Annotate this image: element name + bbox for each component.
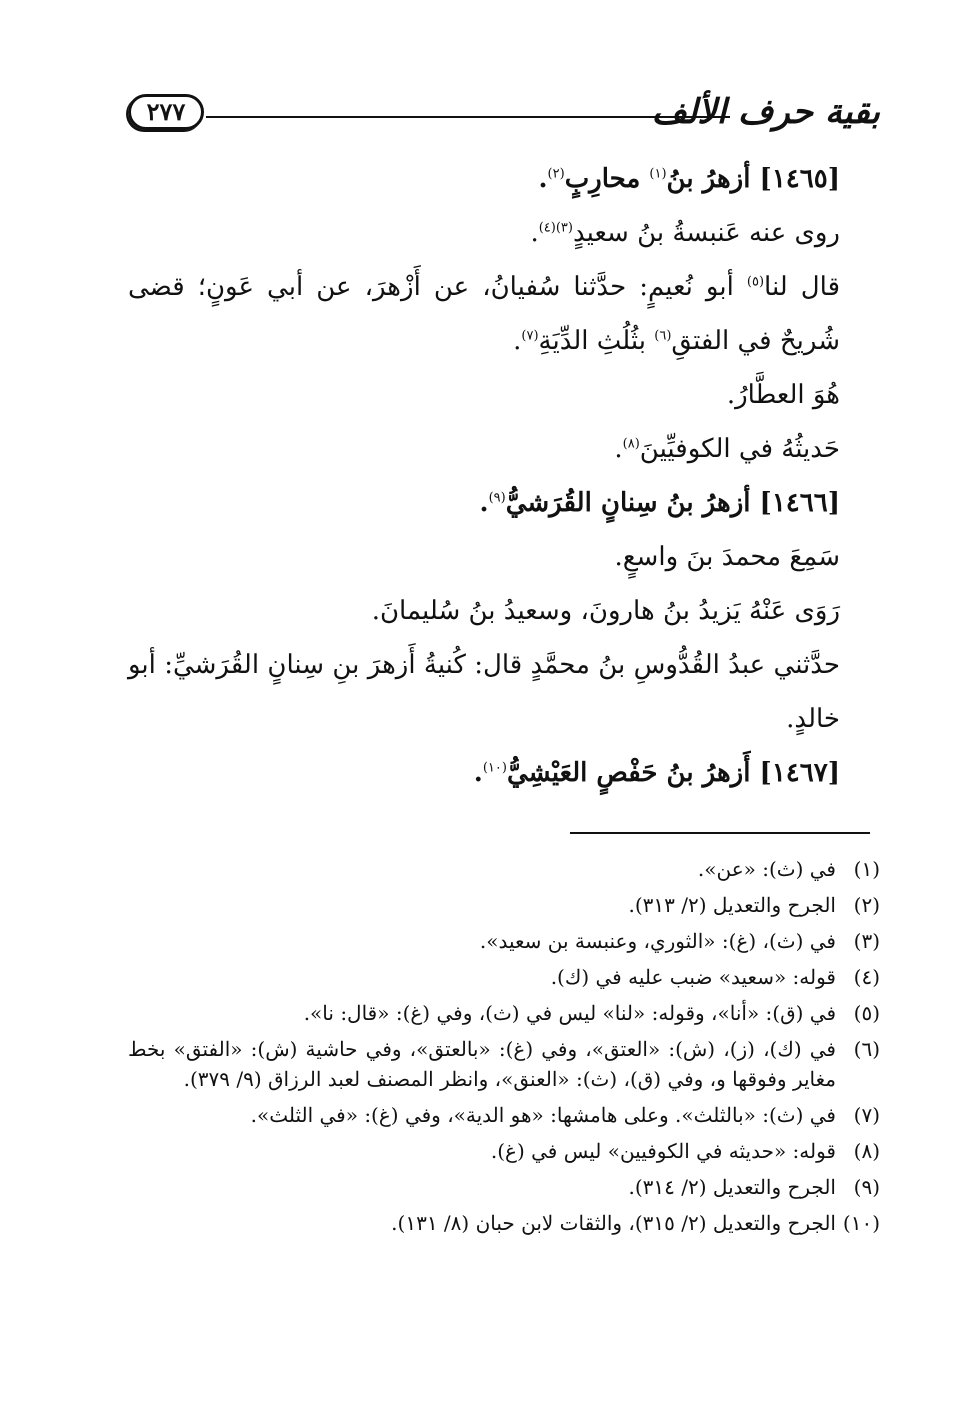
main-text [128, 152, 880, 800]
footnote-number: (٦) [853, 1037, 880, 1061]
footnote-text: في (ث): «بالثلث». وعلى هامشها: «هو الدية»، وفي (غ): «في الثلث». [250, 1103, 836, 1127]
footnote-ref: (٧) [521, 328, 539, 344]
footnote-text: قوله: «سعيد» ضبب عليه في (ك). [550, 965, 836, 989]
footnote-ref: (٣)(٤) [538, 220, 573, 236]
footnote-number: (١) [853, 857, 880, 881]
text-run: . [513, 326, 522, 356]
footnote-number: (٣) [853, 929, 880, 953]
footnote-separator [570, 832, 870, 834]
text-run: . [479, 488, 489, 518]
footnote [128, 1034, 880, 1094]
footnote-text: في (ق): «أنا»، وقوله: «لنا» ليس في (ث)، وفي (غ): «قال: نا». [303, 1001, 836, 1025]
header-rule [206, 116, 730, 118]
text-run: [١٤٦٦] أزهرُ بنُ سِنانٍ القُرَشيُّ [505, 488, 840, 518]
text-run: . [538, 164, 548, 194]
text-run: . [530, 218, 539, 248]
footnote-number: (٢) [853, 893, 880, 917]
body-paragraph [128, 422, 880, 476]
text-run: [١٤٦٥] أزهرُ بنُ [666, 164, 840, 194]
footnote [128, 998, 880, 1028]
running-title: بقية حرف الألف [651, 92, 880, 132]
entry-heading [128, 476, 880, 530]
text-run: هُوَ العطَّارُ. [726, 380, 840, 410]
footnote [128, 890, 880, 920]
text-run: سَمِعَ محمدَ بنَ واسعٍ. [614, 542, 840, 572]
text-run: . [614, 434, 623, 464]
footnote-number: (٤) [853, 965, 880, 989]
footnote-number: (٧) [853, 1103, 880, 1127]
text-run: . [473, 758, 483, 788]
page-header [128, 92, 880, 144]
footnote [128, 1136, 880, 1166]
footnote [128, 1172, 880, 1202]
body-paragraph [128, 206, 880, 260]
text-run: [١٤٦٧] أَزهرُ بنُ حَفْصٍ العَيْشِيُّ [506, 758, 840, 788]
text-run: أبو نُعيمٍ: حدَّثنا سُفيانُ، عن أَزْهرَ، عن أبي عَونٍ؛ قضى شُريحٌ في الفتقِ [128, 272, 840, 356]
footnote-ref: (٦) [654, 328, 672, 344]
footnote-ref: (١٠) [482, 760, 507, 776]
body-paragraph [128, 530, 880, 584]
page-number-badge: ٢٧٧ [128, 94, 204, 130]
footnote [128, 854, 880, 884]
footnote [128, 926, 880, 956]
footnote-text: الجرح والتعديل (٢/ ٣١٣). [628, 893, 836, 917]
footnote-ref: (١) [649, 166, 667, 182]
text-run: حَديثُهُ في الكوفيِّينَ [639, 434, 840, 464]
footnote [128, 1208, 880, 1238]
footnote-text: في (ث)، (غ): «الثوري، وعنبسة بن سعيد». [479, 929, 836, 953]
footnote [128, 962, 880, 992]
text-run: رَوَى عَنْهُ يَزيدُ بنُ هارونَ، وسعيدُ بنُ سُليمانَ. [371, 596, 840, 626]
footnote-text: في (ك)، (ز)، (ش): «العتق»، وفي (غ): «بالعتق»، وفي حاشية (ش): «الفتق» بخط مغاير وفوقها و، وفي (ق)، (ث): «العنق»، وانظر المصنف لعبد الرزاق (٩/ ٣٧٩). [128, 1037, 836, 1091]
footnotes [128, 854, 880, 1244]
footnote [128, 1100, 880, 1130]
footnote-number: (٨) [853, 1139, 880, 1163]
entry-heading [128, 746, 880, 800]
footnote-ref: (٩) [488, 490, 506, 506]
body-paragraph [128, 260, 880, 368]
text-run: روى عنه عَنبسةُ بنُ سعيدٍ [572, 218, 840, 248]
footnote-number: (١٠) [842, 1211, 880, 1235]
text-run: محارِبٍ [564, 164, 650, 194]
footnote-text: الجرح والتعديل (٢/ ٣١٤). [628, 1175, 836, 1199]
body-paragraph [128, 584, 880, 638]
footnote-ref: (٥) [746, 274, 765, 290]
body-paragraph [128, 638, 880, 746]
entry-heading [128, 152, 880, 206]
text-run: بثُلُثِ الدِّيَةِ [538, 326, 655, 356]
footnote-ref: (٨) [622, 436, 640, 452]
footnote-text: في (ث): «عن». [697, 857, 836, 881]
footnote-ref: (٢) [547, 166, 565, 182]
text-run: قال لنا [764, 272, 840, 302]
body-paragraph [128, 368, 880, 422]
text-run: حدَّثني عبدُ القُدُّوسِ بنُ محمَّدٍ قال: كُنيةُ أَزهرَ بنِ سِنانٍ القُرَشيِّ: أبو خالدٍ. [128, 650, 840, 734]
footnote-number: (٩) [853, 1175, 880, 1199]
footnote-text: الجرح والتعديل (٢/ ٣١٥)، والثقات لابن حبان (٨/ ١٣١). [391, 1211, 836, 1235]
footnote-text: قوله: «حديثه في الكوفيين» ليس في (غ). [490, 1139, 836, 1163]
footnote-number: (٥) [853, 1001, 880, 1025]
